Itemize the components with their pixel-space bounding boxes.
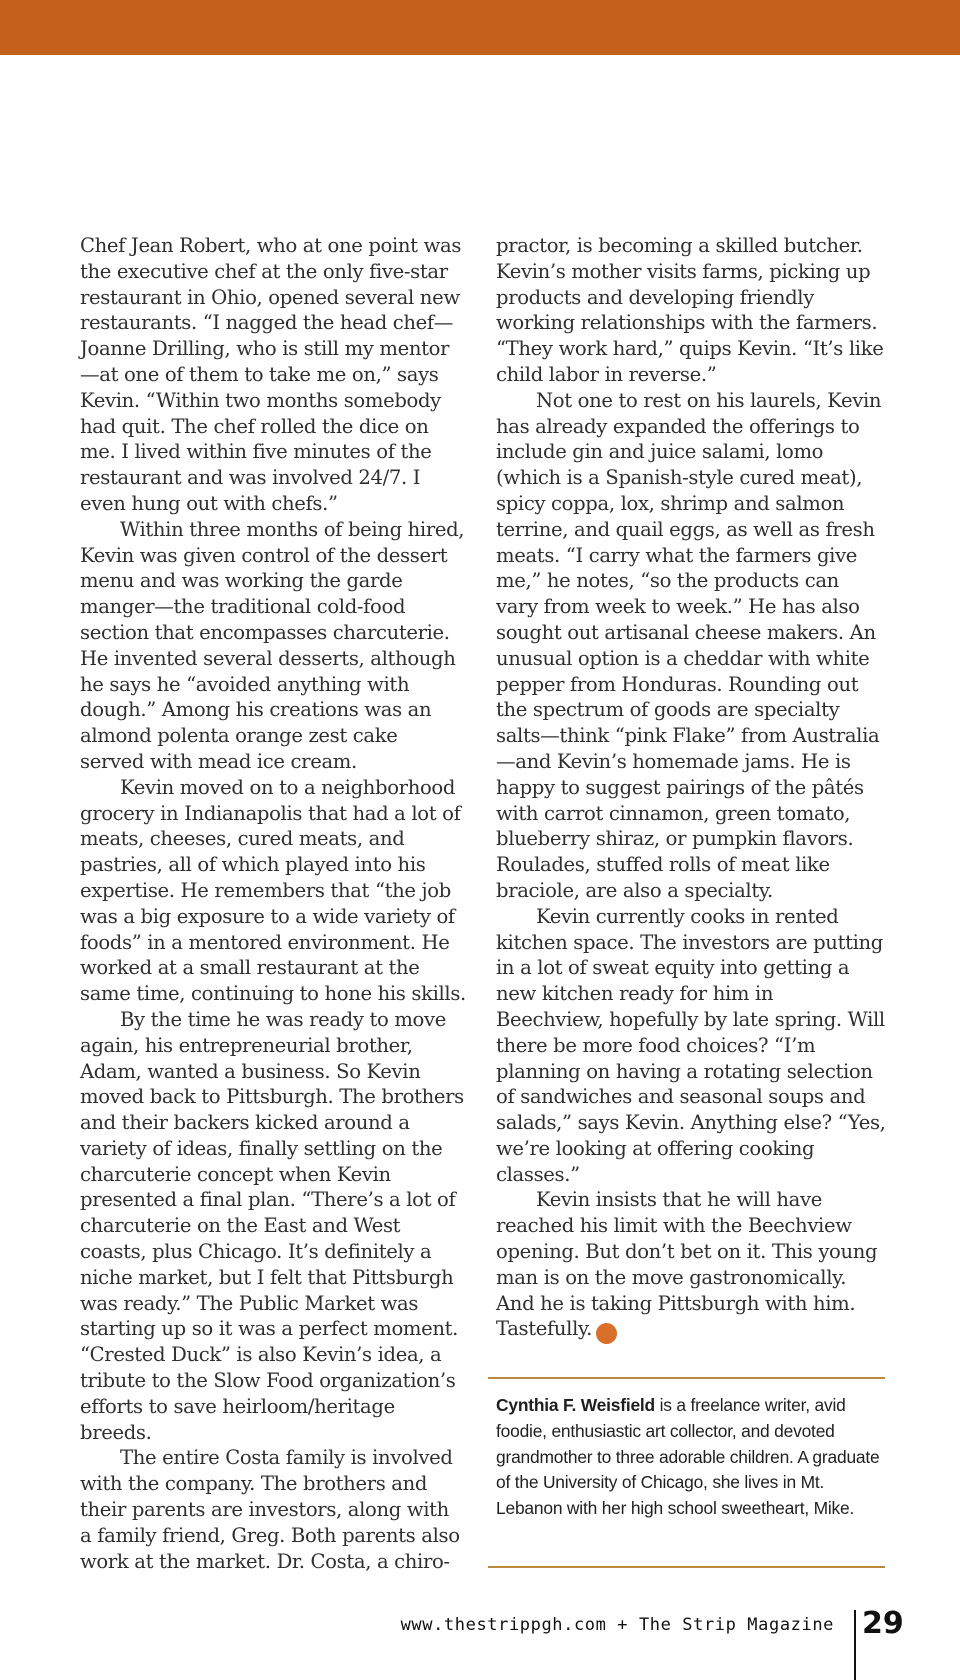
footer-site-credit: www.thestrippgh.com + The Strip Magazine bbox=[400, 1615, 834, 1635]
bio-divider-bottom bbox=[488, 1566, 885, 1568]
paragraph: Chef Jean Robert, who at one point was the executive chef at the only five-star restaurant in Ohio, opened several new restaurants. “I nagged the head chef—Joanne Drilling, who is still my mentor—at one of them to take me on,” says Kevin. “Within two months somebody had quit. The chef rolled the dice on me. I lived within five minutes of the restaurant and was involved 24/7. I even hung out with chefs.” bbox=[80, 234, 462, 515]
paragraph: practor, is becoming a skilled butcher. Kevin’s mother visits farms, picking up products and developing friendly working relationships with the farmers. “They work hard,” quips Kevin. “It’s like child labor in reverse.” bbox=[496, 234, 884, 386]
author-bio-text: is a freelance writer, avid foodie, enthusiastic art collector, and devoted grandmother to three adorable children. A graduate of the University of Chicago, she lives in Mt. Lebanon with her high school sweetheart, Mike. bbox=[496, 1395, 880, 1519]
paragraph-final-text: Kevin insists that he will have reached his limit with the Beechview opening. But don’t bet on it. This young man is on the move gastronomically. And he is taking Pittsburgh with him. Tastefully. bbox=[496, 1188, 878, 1341]
author-bio bbox=[496, 1393, 886, 1522]
article-column-right bbox=[496, 233, 886, 1344]
article-column-left bbox=[80, 233, 466, 1574]
page-number: 29 bbox=[862, 1606, 904, 1641]
bio-divider-top bbox=[488, 1377, 885, 1379]
paragraph: Kevin moved on to a neighborhood grocery in Indianapolis that had a lot of meats, cheeses, cured meats, and pastries, all of which played into his expertise. He remembers that “the job was a big exposure to a wide variety of foods” in a mentored environment. He worked at a small restaurant at the same time, continuing to hone his skills. bbox=[80, 775, 466, 1006]
author-name: Cynthia F. Weisfield bbox=[496, 1395, 655, 1415]
paragraph: Not one to rest on his laurels, Kevin has already expanded the offerings to include gin and juice salami, lomo (which is a Spanish-style cured meat), spicy coppa, lox, shrimp and salmon terrine, and quail eggs, as well as fresh meats. “I carry what the farmers give me,” he notes, “so the products can vary from week to week.” He has also sought out artisanal cheese makers. An unusual option is a cheddar with white pepper from Honduras. Rounding out the spectrum of goods are specialty salts—think “pink Flake” from Australia—and Kevin’s homemade jams. He is happy to suggest pairings of the pâtés with carrot cinnamon, green tomato, blueberry shiraz, or pumpkin flavors. Roulades, stuffed rolls of meat like braciole, are also a specialty. bbox=[496, 388, 882, 902]
paragraph: Kevin currently cooks in rented kitchen space. The investors are putting in a lot of sweat equity into getting a new kitchen ready for him in Beechview, hopefully by late spring. Will there be more food choices? “I’m planning on having a rotating selection of sandwiches and seasonal soups and salads,” says Kevin. Anything else? “Yes, we’re looking at offering cooking classes.” bbox=[496, 904, 886, 1186]
end-of-article-icon: ! bbox=[596, 1323, 617, 1344]
top-color-band bbox=[0, 0, 960, 55]
paragraph: The entire Costa family is involved with the company. The brothers and their parents are investors, along with a family friend, Greg. Both parents also work at the market. Dr. Costa, a chiro- bbox=[80, 1446, 460, 1573]
footer-divider bbox=[854, 1610, 856, 1680]
paragraph-final bbox=[496, 1187, 886, 1344]
paragraph: By the time he was ready to move again, his entrepreneurial brother, Adam, wanted a business. So Kevin moved back to Pittsburgh. The brothers and their backers kicked around a variety of ideas, finally settling on the charcuterie concept when Kevin presented a final plan. “There’s a lot of charcuterie on the East and West coasts, plus Chicago. It’s definitely a niche market, but I felt that Pittsburgh was ready.” The Public Market was starting up so it was a perfect moment. “Crested Duck” is also Kevin’s idea, a tribute to the Slow Food organization’s efforts to save heirloom/heritage breeds. bbox=[80, 1007, 464, 1444]
paragraph: Within three months of being hired, Kevin was given control of the dessert menu and was working the garde manger—the traditional cold-food section that encompasses charcuterie. He invented several desserts, although he says he “avoided anything with dough.” Among his creations was an almond polenta orange zest cake served with mead ice cream. bbox=[80, 517, 465, 773]
